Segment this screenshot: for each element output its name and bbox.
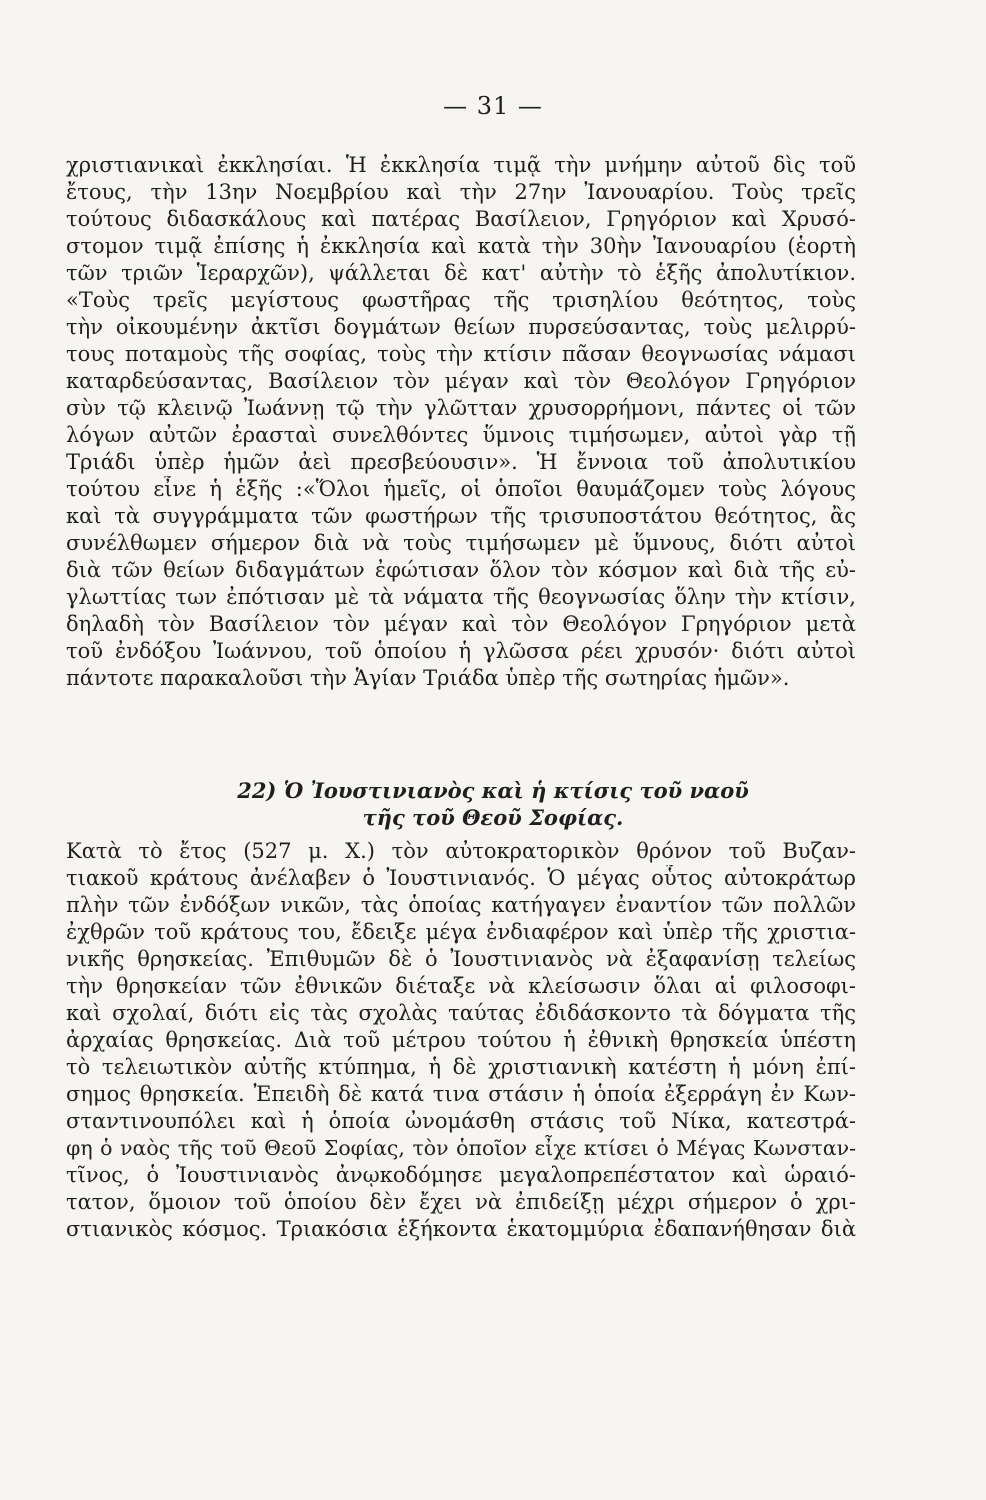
text-line: νικῆς θρησκείας. Ἐπιθυμῶν δὲ ὁ Ἰουστινιανὸς νὰ ἐξαφανίσῃ τελείως — [66, 947, 856, 971]
text-line: σημος θρησκεία. Ἐπειδὴ δὲ κατά τινα στάσιν ἡ ὁποία ἐξερράγη ἐν Κων- — [66, 1082, 856, 1106]
text-line: φη ὁ ναὸς τῆς τοῦ Θεοῦ Σοφίας, τὸν ὁποῖον εἶχε κτίσει ὁ Μέγας Κωνσταν- — [66, 1136, 856, 1160]
text-line: τούτου εἶνε ἡ ἑξῆς :«Ὅλοι ἡμεῖς, οἱ ὁποῖοι θαυμάζομεν τοὺς λόγους — [66, 477, 856, 501]
text-line: γλωττίας των ἐπότισαν μὲ τὰ νάματα τῆς θεογνωσίας ὅλην τὴν κτίσιν, — [66, 585, 856, 609]
text-line: τατον, ὅμοιον τοῦ ὁποίου δὲν ἔχει νὰ ἐπιδείξῃ μέχρι σήμερον ὁ χρι- — [66, 1190, 856, 1214]
text-line: πλὴν τῶν ἐνδόξων νικῶν, τὰς ὁποίας κατήγαγεν ἐναντίον τῶν πολλῶν — [66, 893, 856, 917]
paragraph-justinian — [66, 838, 856, 1243]
text-line: ἔτους, τὴν 13ην Νοεμβρίου καὶ τὴν 27ην Ἰανουαρίου. Τοὺς τρεῖς — [66, 180, 856, 204]
text-line: τῶν τριῶν Ἱεραρχῶν), ψάλλεται δὲ κατ' αὐτὴν τὸ ἑξῆς ἀπολυτίκιον. — [66, 261, 856, 285]
text-line: Τριάδι ὑπὲρ ἡμῶν ἀεὶ πρεσβεύουσιν». Ἡ ἔννοια τοῦ ἀπολυτικίου — [66, 450, 856, 474]
text-line: διὰ τῶν θείων διδαγμάτων ἐφώτισαν ὅλον τὸν κόσμον καὶ διὰ τῆς εὐ- — [66, 558, 856, 582]
text-line: δηλαδὴ τὸν Βασίλειον τὸν μέγαν καὶ τὸν Θεολόγον Γρηγόριον μετὰ — [66, 612, 856, 636]
text-line: πάντοτε παρακαλοῦσι τὴν Ἁγίαν Τριάδα ὑπὲρ τῆς σωτηρίας ἡμῶν». — [66, 666, 790, 690]
text-line: τὸ τελειωτικὸν αὐτῆς κτύπημα, ἡ δὲ χριστιανικὴ κατέστη ἡ μόνη ἐπί- — [66, 1055, 856, 1079]
text-line: λόγων αὐτῶν ἐρασταὶ συνελθόντες ὕμνοις τιμήσωμεν, αὐτοὶ γὰρ τῇ — [66, 423, 856, 447]
text-line: καὶ τὰ συγγράμματα τῶν φωστήρων τῆς τρισυποστάτου θεότητος, ἂς — [66, 504, 856, 528]
text-line: συνέλθωμεν σήμερον διὰ νὰ τοὺς τιμήσωμεν μὲ ὕμνους, διότι αὐτοὶ — [66, 531, 856, 555]
text-line: Κατὰ τὸ ἔτος (527 μ. Χ.) τὸν αὐτοκρατορικὸν θρόνον τοῦ Βυζαν- — [66, 839, 856, 863]
paragraph-three-hierarchs — [66, 152, 856, 692]
text-line: τὴν οἰκουμένην ἀκτῖσι δογμάτων θείων πυρσεύσαντας, τοὺς μελιρρύ- — [66, 315, 856, 339]
text-line: χριστιανικαὶ ἐκκλησίαι. Ἡ ἐκκλησία τιμᾷ τὴν μνήμην αὐτοῦ δὶς τοῦ — [66, 153, 856, 177]
text-line: ἐχθρῶν τοῦ κράτους του, ἔδειξε μέγα ἐνδιαφέρον καὶ ὑπὲρ τῆς χριστια- — [66, 920, 856, 944]
section-heading: 22) Ὁ Ἰουστινιανὸς καὶ ἡ κτίσις τοῦ ναοῦ — [237, 778, 749, 803]
text-line: τοῦ ἐνδόξου Ἰωάννου, τοῦ ὁποίου ἡ γλῶσσα ρέει χρυσόν· διότι αὐτοὶ — [66, 639, 856, 663]
text-line: στιανικὸς κόσμος. Τριακόσια ἑξήκοντα ἑκατομμύρια ἐδαπανήθησαν διὰ — [66, 1217, 856, 1241]
text-line: καὶ σχολαί, διότι εἰς τὰς σχολὰς ταύτας ἐδιδάσκοντο τὰ δόγματα τῆς — [66, 1001, 856, 1025]
text-line: καταρδεύσαντας, Βασίλειον τὸν μέγαν καὶ τὸν Θεολόγον Γρηγόριον — [66, 369, 856, 393]
text-line: ἀρχαίας θρησκείας. Διὰ τοῦ μέτρου τούτου ἡ ἐθνικὴ θρησκεία ὑπέστη — [66, 1028, 856, 1052]
text-line: τὴν θρησκείαν τῶν ἐθνικῶν διέταξε νὰ κλείσωσιν ὅλαι αἱ φιλοσοφι- — [66, 974, 856, 998]
text-line: τῖνος, ὁ Ἰουστινιανὸς ἀνῳκοδόμησε μεγαλοπρεπέστατον καὶ ὡραιό- — [66, 1163, 856, 1187]
text-line: τους ποταμοὺς τῆς σοφίας, τοὺς τὴν κτίσιν πᾶσαν θεογνωσίας νάμασι — [66, 342, 856, 366]
text-line: σταντινουπόλει καὶ ἡ ὁποία ὠνομάσθη στάσις τοῦ Νίκα, κατεστρά- — [66, 1109, 856, 1133]
text-line: τιακοῦ κράτους ἀνέλαβεν ὁ Ἰουστινιανός. Ὁ μέγας οὗτος αὐτοκράτωρ — [66, 866, 856, 890]
section-heading-continued: τῆς τοῦ Θεοῦ Σοφίας. — [362, 805, 624, 830]
text-line: «Τοὺς τρεῖς μεγίστους φωστῆρας τῆς τρισηλίου θεότητος, τοὺς — [66, 288, 856, 312]
text-line: στομον τιμᾷ ἐπίσης ἡ ἐκκλησία καὶ κατὰ τὴν 30ὴν Ἰανουαρίου (ἑορτὴ — [66, 234, 856, 258]
page-number: — 31 — — [443, 92, 543, 120]
text-line: τούτους διδασκάλους καὶ πατέρας Βασίλειον, Γρηγόριον καὶ Χρυσό- — [66, 207, 856, 231]
text-line: σὺν τῷ κλεινῷ Ἰωάννῃ τῷ τὴν γλῶτταν χρυσορρήμονι, πάντες οἱ τῶν — [66, 396, 856, 420]
